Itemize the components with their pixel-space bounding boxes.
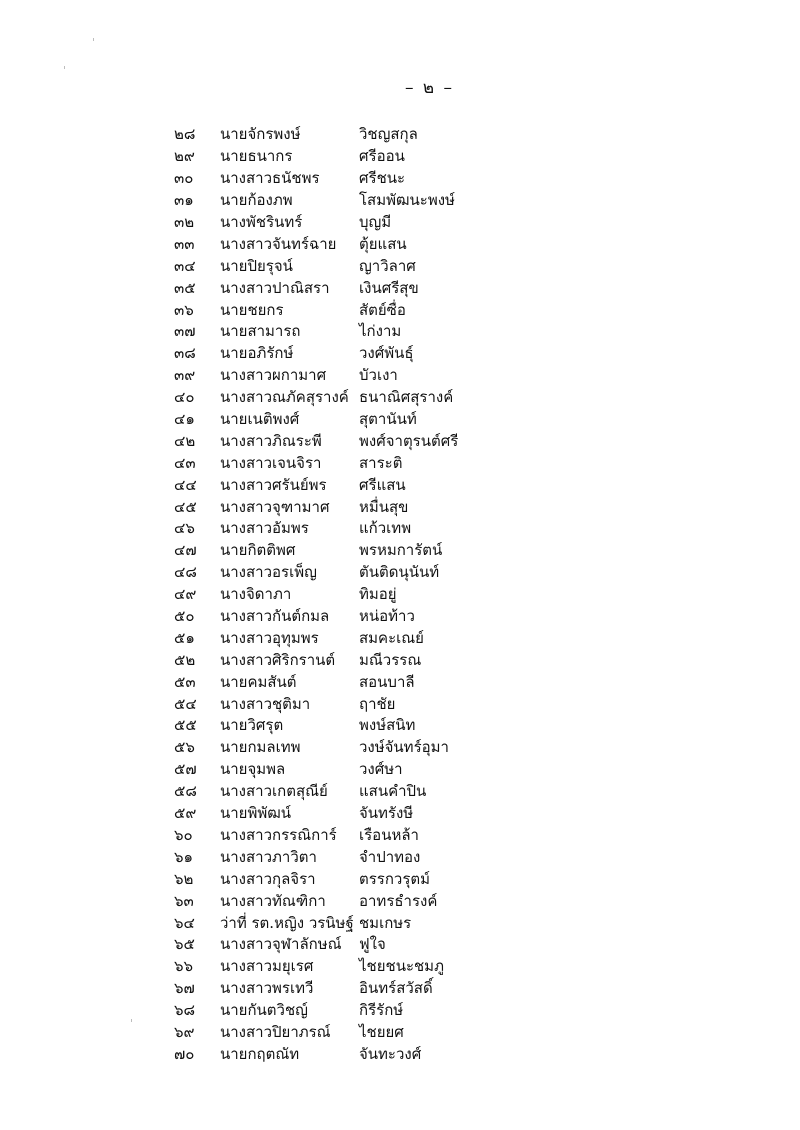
first-name: ว่าที่ รต.หญิง วรนิษฐ์ <box>220 913 354 932</box>
last-name: อาทรธำรงค์ <box>359 891 438 910</box>
list-item <box>174 387 504 409</box>
item-number: ๓๘ <box>174 344 196 363</box>
last-name: วงศ์ษา <box>359 760 403 779</box>
first-name: นายจักรพงษ์ <box>220 125 301 144</box>
first-name: นายวิศรุต <box>220 716 284 735</box>
last-name: หน่อท้าว <box>359 607 415 626</box>
list-item <box>174 518 504 540</box>
item-number: ๔๔ <box>174 475 197 494</box>
list-item <box>174 627 504 649</box>
list-item <box>174 430 504 452</box>
last-name: วิชญสกุล <box>359 125 418 144</box>
last-name: ทิมอยู่ <box>359 585 397 604</box>
list-item <box>174 365 504 387</box>
item-number: ๓๗ <box>174 322 196 341</box>
item-number: ๕๔ <box>174 694 197 713</box>
first-name: นางสาวมยุเรศ <box>220 957 314 976</box>
list-item <box>174 409 504 431</box>
first-name: นางสาวกุลจิรา <box>220 869 316 888</box>
list-item <box>174 781 504 803</box>
first-name: นางสาวภาวิตา <box>220 847 317 866</box>
last-name: ไก่งาม <box>359 322 402 341</box>
last-name: แก้วเทพ <box>359 519 412 538</box>
first-name: นางสาวศรันย์พร <box>220 475 327 494</box>
item-number: ๔๑ <box>174 410 195 429</box>
last-name: ญาวิลาศ <box>359 256 416 275</box>
first-name: นางสาวปาณิสรา <box>220 278 330 297</box>
item-number: ๓๓ <box>174 234 195 253</box>
last-name: พงศ์จาตุรนต์ศรี <box>359 431 459 450</box>
list-item <box>174 233 504 255</box>
last-name: เงินศรีสุข <box>359 278 419 297</box>
first-name: นายกมลเทพ <box>220 738 301 757</box>
list-item <box>174 168 504 190</box>
first-name: นางสาวศิริกรานต์ <box>220 650 336 669</box>
last-name: ฤาชัย <box>359 694 396 713</box>
list-item <box>174 1000 504 1022</box>
first-name: นางสาวชุติมา <box>220 694 311 713</box>
first-name: นางสาวจันทร์ฉาย <box>220 234 337 253</box>
last-name: เรือนหล้า <box>359 825 419 844</box>
last-name: จันทรังษี <box>359 804 414 823</box>
first-name: นางสาวผกามาศ <box>220 366 327 385</box>
first-name: นางพัชรินทร์ <box>220 213 303 231</box>
last-name: บุญมี <box>359 213 392 231</box>
last-name: หมื่นสุข <box>359 497 409 516</box>
list-item <box>174 255 504 277</box>
list-item <box>174 649 504 671</box>
last-name: ตุ้ยแสน <box>359 234 407 253</box>
last-name: สมคะเณย์ <box>359 628 424 647</box>
last-name: ชมเกษร <box>359 913 412 932</box>
item-number: ๓๐ <box>174 169 194 188</box>
last-name: วงษ์จันทร์อุมา <box>359 738 449 757</box>
item-number: ๔๗ <box>174 541 197 560</box>
list-item <box>174 452 504 474</box>
item-number: ๔๘ <box>174 563 197 582</box>
list-item <box>174 737 504 759</box>
list-item <box>174 1043 504 1065</box>
last-name: มณีวรรณ <box>359 650 422 669</box>
item-number: ๖๕ <box>174 935 195 954</box>
first-name: นางจิดาภา <box>220 585 292 604</box>
last-name: ศรีแสน <box>359 475 406 494</box>
first-name: นายเนติพงศ์ <box>220 410 300 429</box>
list-item <box>174 912 504 934</box>
item-number: ๕๓ <box>174 672 196 691</box>
first-name: นายธนากร <box>220 147 293 166</box>
last-name: ธนาณิศสุรางค์ <box>359 388 454 407</box>
first-name: นายอภิรักษ์ <box>220 344 294 363</box>
item-number: ๓๖ <box>174 300 194 319</box>
first-name: นายชยกร <box>220 300 284 319</box>
last-name: จันทะวงศ์ <box>359 1044 422 1063</box>
list-item <box>174 1022 504 1044</box>
item-number: ๔๖ <box>174 519 195 538</box>
first-name: นายพิพัฒน์ <box>220 804 292 823</box>
item-number: ๕๖ <box>174 738 195 757</box>
last-name: ฟูใจ <box>359 935 386 954</box>
last-name: จำปาทอง <box>359 847 421 866</box>
list-item <box>174 956 504 978</box>
last-name: แสนคำปิน <box>359 782 427 801</box>
item-number: ๕๘ <box>174 782 197 801</box>
list-item <box>174 934 504 956</box>
item-number: ๖๔ <box>174 913 195 932</box>
last-name: วงศ์พันธุ์ <box>359 344 414 363</box>
list-item <box>174 299 504 321</box>
last-name: สอนบาลี <box>359 672 415 691</box>
item-number: ๕๑ <box>174 628 195 647</box>
last-name: สาระติ <box>359 453 403 472</box>
last-name: สัตย์ซื่อ <box>359 300 406 319</box>
item-number: ๕๒ <box>174 650 196 669</box>
item-number: ๖๙ <box>174 1022 195 1041</box>
list-item <box>174 343 504 365</box>
first-name: นางสาวทัณฑิกา <box>220 891 326 910</box>
name-list <box>174 124 504 1065</box>
list-item <box>174 803 504 825</box>
item-number: ๖๖ <box>174 957 194 976</box>
item-number: ๖๒ <box>174 869 194 888</box>
item-number: ๕๗ <box>174 760 197 779</box>
last-name: บัวเงา <box>359 366 398 385</box>
list-item <box>174 715 504 737</box>
last-name: พงษ์สนิท <box>359 716 416 735</box>
first-name: นายกันตวิชญ์ <box>220 1001 308 1020</box>
scan-speck <box>64 66 65 69</box>
last-name: ตรรกวรุตม์ <box>359 869 431 888</box>
item-number: ๖๘ <box>174 1001 196 1020</box>
list-item <box>174 474 504 496</box>
first-name: นางสาวปิยาภรณ์ <box>220 1022 331 1041</box>
first-name: นางสาวภิณระพี <box>220 431 322 450</box>
item-number: ๖๗ <box>174 979 195 998</box>
scan-speck <box>131 1019 132 1022</box>
page-number: – ๒ – <box>405 78 455 98</box>
item-number: ๕๙ <box>174 804 197 823</box>
list-item <box>174 540 504 562</box>
item-number: ๒๙ <box>174 147 195 166</box>
first-name: นายกฤตณัท <box>220 1044 300 1063</box>
list-item <box>174 212 504 234</box>
first-name: นายกิตติพศ <box>220 541 296 560</box>
item-number: ๓๒ <box>174 213 195 231</box>
last-name: พรหมการัตน์ <box>359 541 443 560</box>
list-item <box>174 496 504 518</box>
item-number: ๓๙ <box>174 366 196 385</box>
item-number: ๔๐ <box>174 388 195 407</box>
first-name: นางสาวอัมพร <box>220 519 309 538</box>
list-item <box>174 584 504 606</box>
last-name: อินทร์สวัสดิ์ <box>359 979 433 998</box>
first-name: นายสามารถ <box>220 322 301 341</box>
first-name: นายคมสันต์ <box>220 672 297 691</box>
list-item <box>174 124 504 146</box>
list-item <box>174 759 504 781</box>
first-name: นายก้องภพ <box>220 191 293 210</box>
item-number: ๗๐ <box>174 1044 195 1063</box>
list-item <box>174 693 504 715</box>
first-name: นางสาวอรเพ็ญ <box>220 563 317 582</box>
item-number: ๕๕ <box>174 716 197 735</box>
first-name: นางสาวเกตสุณีย์ <box>220 782 328 801</box>
list-item <box>174 671 504 693</box>
scan-speck <box>93 38 94 41</box>
item-number: ๓๑ <box>174 191 194 210</box>
item-number: ๖๐ <box>174 825 193 844</box>
list-item <box>174 868 504 890</box>
first-name: นางสาวธนัชพร <box>220 169 320 188</box>
item-number: ๔๒ <box>174 431 196 450</box>
first-name: นางสาวกันต์กมล <box>220 607 330 626</box>
first-name: นางสาวเจนจิรา <box>220 453 322 472</box>
last-name: ไชยยศ <box>359 1022 404 1041</box>
list-item <box>174 606 504 628</box>
last-name: ศรีชนะ <box>359 169 406 188</box>
last-name: กิรีรักษ์ <box>359 1001 404 1020</box>
list-item <box>174 978 504 1000</box>
item-number: ๓๕ <box>174 278 196 297</box>
list-item <box>174 890 504 912</box>
first-name: นางสาวจุฬาลักษณ์ <box>220 935 342 954</box>
item-number: ๓๔ <box>174 256 196 275</box>
list-item <box>174 190 504 212</box>
list-item <box>174 562 504 584</box>
last-name: โสมพัฒนะพงษ์ <box>359 191 455 210</box>
list-item <box>174 321 504 343</box>
last-name: ศรีออน <box>359 147 405 166</box>
first-name: นายจุมพล <box>220 760 286 779</box>
last-name: ตันติดนุนันท์ <box>359 563 440 582</box>
last-name: สุตานันท์ <box>359 410 417 429</box>
item-number: ๖๑ <box>174 847 194 866</box>
first-name: นางสาวพรเทวี <box>220 979 314 998</box>
list-item <box>174 277 504 299</box>
item-number: ๒๘ <box>174 125 196 144</box>
last-name: ไชยชนะชมภู <box>359 957 444 976</box>
first-name: นางสาวกรรณิการ์ <box>220 825 337 844</box>
first-name: นางสาวจุฑามาศ <box>220 497 330 516</box>
item-number: ๕๐ <box>174 607 195 626</box>
first-name: นางสาวอุทุมพร <box>220 628 319 647</box>
list-item <box>174 846 504 868</box>
first-name: นางสาวณภัคสุรางค์ <box>220 388 349 407</box>
item-number: ๔๙ <box>174 585 197 604</box>
item-number: ๔๕ <box>174 497 197 516</box>
item-number: ๖๓ <box>174 891 194 910</box>
list-item <box>174 825 504 847</box>
item-number: ๔๓ <box>174 453 196 472</box>
list-item <box>174 146 504 168</box>
first-name: นายปิยรุจน์ <box>220 256 293 275</box>
